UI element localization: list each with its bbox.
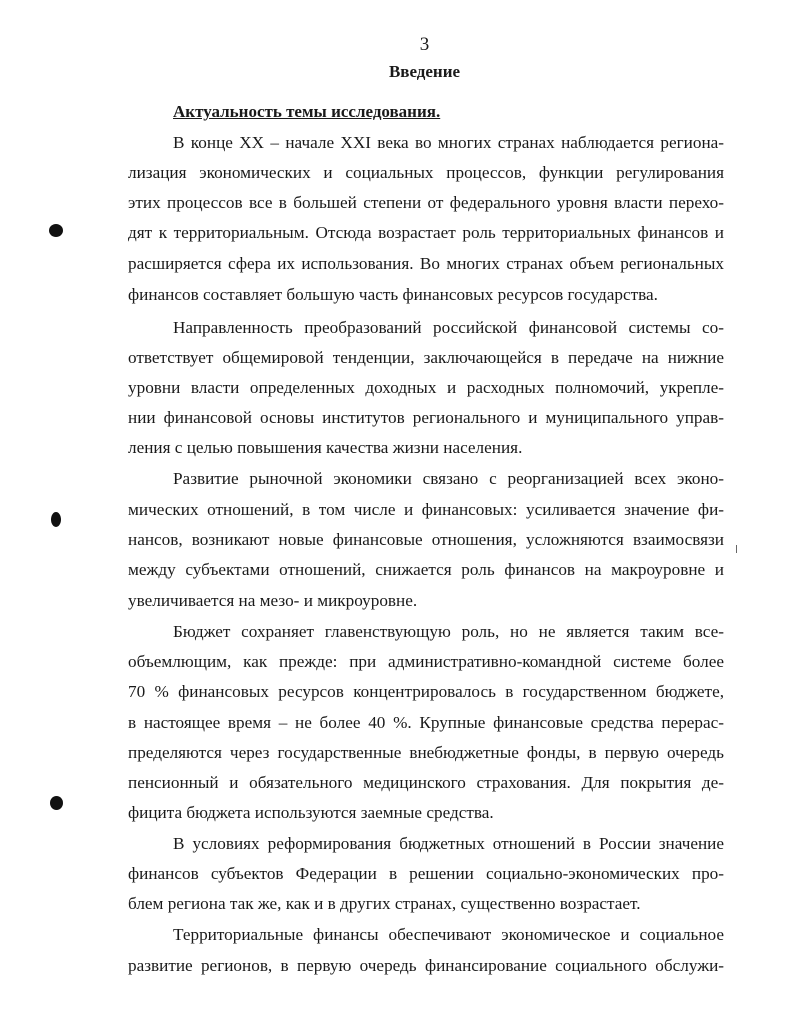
text-line: финансов составляет большую часть финансовых ресурсов государства. — [128, 285, 658, 304]
text-line: в настоящее время – не более 40 %. Крупные финансовые средства перерас- — [128, 713, 724, 732]
text-line: мических отношений, в том числе и финансовых: усиливается значение фи- — [128, 500, 724, 519]
text-line: развитие регионов, в первую очередь финансирование социального обслужи- — [128, 956, 724, 975]
text-line: финансов субъектов Федерации в решении социально-экономических про- — [128, 864, 724, 883]
text-line: объемлющим, как прежде: при административно-командной системе более — [128, 652, 724, 671]
text-line: нансов, возникают новые финансовые отношения, усложняются взаимосвязи — [128, 530, 724, 549]
text-line: В конце XX – начале XXI века во многих странах наблюдается регионa- — [173, 133, 724, 152]
text-line: ответствует общемировой тенденции, заключающейся в передаче на нижние — [128, 348, 724, 367]
text-line: этих процессов все в большей степени от федерального уровня власти перехо- — [128, 193, 724, 212]
text-line: пенсионный и обязательного медицинского страхования. Для покрытия де- — [128, 773, 724, 792]
text-line: ления с целью повышения качества жизни населения. — [128, 438, 523, 457]
binder-hole — [51, 512, 61, 527]
text-line: уровни власти определенных доходных и расходных полномочий, укрепле- — [128, 378, 724, 397]
page-number: 3 — [419, 34, 430, 55]
text-line: Территориальные финансы обеспечивают экономическое и социальное — [173, 925, 724, 944]
text-line: В условиях реформирования бюджетных отношений в России значение — [173, 834, 724, 853]
binder-hole — [49, 224, 63, 237]
text-line: пределяются через государственные внебюджетные фонды, в первую очередь — [128, 743, 724, 762]
text-line: фицита бюджета используются заемные средства. — [128, 803, 494, 822]
text-line: увеличивается на мезо- и микроуровне. — [128, 591, 418, 610]
scan-speck — [736, 545, 737, 553]
text-line: нии финансовой основы институтов регионального и муниципального управ- — [128, 408, 724, 427]
text-line: расширяется сфера их использования. Во многих странах объем региональных — [128, 254, 724, 273]
text-line: Бюджет сохраняет главенствующую роль, но не является таким все- — [173, 622, 724, 641]
text-line: блем региона так же, как и в других странах, существенно возрастает. — [128, 894, 641, 913]
page-title: Введение — [388, 62, 461, 81]
text-line: Направленность преобразований российской финансовой системы со- — [173, 318, 724, 337]
text-line: Развитие рыночной экономики связано с реорганизацией всех эконо- — [173, 469, 724, 488]
text-line: 70 % финансовых ресурсов концентрировалось в государственном бюджете, — [128, 682, 724, 701]
section-subheading: Актуальность темы исследования. — [173, 102, 441, 121]
text-line: дят к территориальным. Отсюда возрастает роль территориальных финансов и — [128, 223, 724, 242]
text-line: между субъектами отношений, снижается роль финансов на макроуровне и — [128, 560, 724, 579]
binder-hole — [50, 796, 63, 810]
text-line: лизация экономических и социальных процессов, функции регулирования — [128, 163, 724, 182]
